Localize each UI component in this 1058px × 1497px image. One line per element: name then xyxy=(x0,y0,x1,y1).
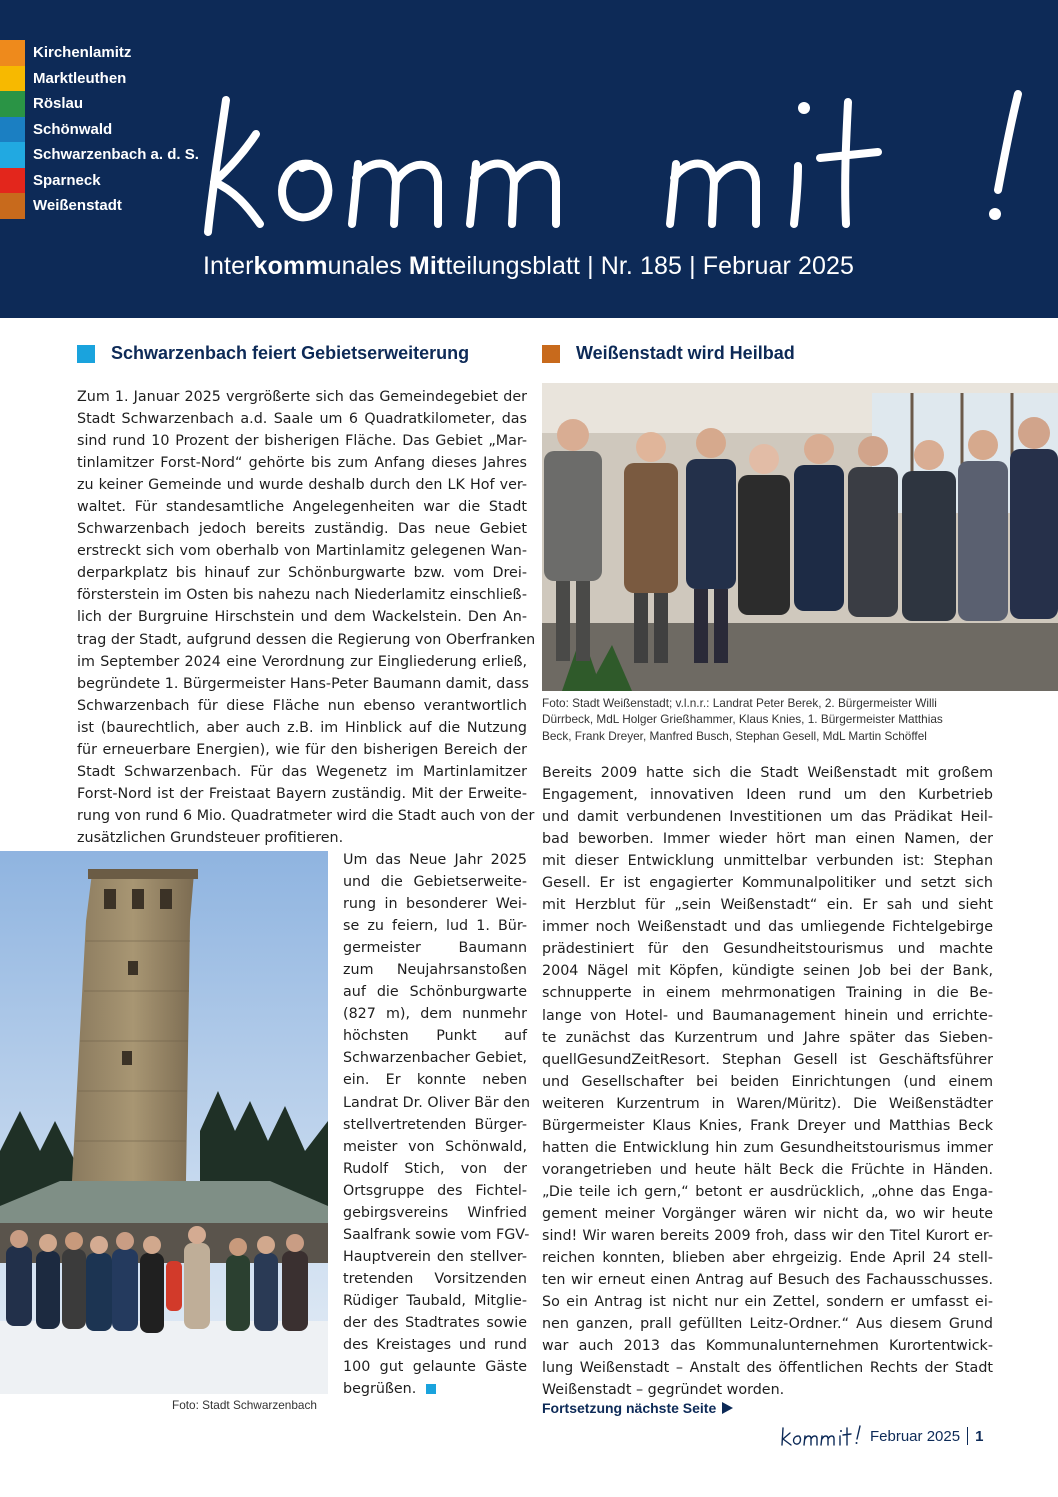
text-line: prädestiniert für den Gesundheitstourismus und machte xyxy=(542,941,993,958)
text-line: lung Weißenstadt – Anstalt des öffentlichen Rechts der Stadt xyxy=(542,1360,993,1377)
page-number: 1 xyxy=(975,1427,984,1445)
text-line: derparkplatz bis hinauf zur Schönburgwarte bzw. vom Drei- xyxy=(77,565,527,582)
municipality-item xyxy=(0,168,199,194)
text-line: se zu feiern, lud 1. Bür- xyxy=(343,918,527,935)
text-line: lange von Hotel- und Baumanagement hinein und errichte- xyxy=(542,1007,993,1024)
text-line: Rüdiger Taubald, Mitglie- xyxy=(343,1292,527,1309)
municipality-list xyxy=(0,40,199,219)
masthead-subtitle: Interkommunales Mitteilungsblatt | Nr. 185 | Februar 2025 xyxy=(203,252,855,280)
masthead xyxy=(0,0,1058,318)
text-line: rung in besonderer Wei- xyxy=(343,896,527,913)
text-line: der des Stadtrates sowie xyxy=(343,1314,527,1331)
text-line: und damit verbundenen Investitionen um das Prädikat Heil- xyxy=(542,809,993,826)
text-line: Landrat Dr. Oliver Bär den xyxy=(343,1094,531,1111)
text-line: Schwarzenbach für diese Fläche nun ebenso verantwortlich xyxy=(77,697,527,714)
left-article-side-text xyxy=(343,849,531,1400)
text-line: Weißenstadt – gegründet worden. xyxy=(542,1382,785,1399)
text-line: nen ganzen, prall gefüllten Leitz-Ordner.“ Aus diesem Grund xyxy=(542,1316,993,1333)
text-line: schnupperte in einem mehrmonatigen Training in die Be- xyxy=(542,985,993,1002)
text-line: trag der Stadt, aufgrund dessen die Regierung von Oberfranken xyxy=(77,631,536,648)
municipality-item xyxy=(0,66,199,92)
color-swatch xyxy=(0,142,25,168)
text-line: reichen konnten, blieben aber ehrgeizig. Ende April 24 stell- xyxy=(542,1250,993,1267)
municipality-name: Schwarzenbach a. d. S. xyxy=(33,146,199,164)
text-line: begründete 1. Bürgermeister Hans-Peter Baumann damit, dass xyxy=(77,675,529,692)
section-marker-icon xyxy=(542,345,560,363)
text-line: lich der Burgruine Hirschstein und dem Wackelstein. Den An- xyxy=(77,609,527,626)
text-line: begrüßen. xyxy=(343,1378,527,1400)
color-swatch xyxy=(0,193,25,219)
color-swatch xyxy=(0,66,25,92)
text-line: bad beworben. Immer wieder hört man einen Namen, der xyxy=(542,831,993,848)
text-line: Stadt Schwarzenbach. Für das Wegenetz im Martinlamitzer xyxy=(77,763,527,780)
left-article-title: Schwarzenbach feiert Gebietserweiterung xyxy=(77,343,469,364)
municipality-name: Kirchenlamitz xyxy=(33,44,132,62)
text-line: gebirgsvereins Winfried xyxy=(343,1204,527,1221)
text-line: Schwarzenbach jedoch bereits zuständig. Das neue Gebiet xyxy=(77,521,527,538)
text-line: ein. Er konnte neben xyxy=(343,1072,527,1089)
text-line: försterstein im Osten bis nahezu nach Niederlamitz einschließ- xyxy=(77,587,527,604)
text-line: Um das Neue Jahr 2025 xyxy=(343,852,527,868)
municipality-name: Sparneck xyxy=(33,171,101,189)
text-line: höchsten Punkt auf xyxy=(343,1028,527,1045)
text-line: tinlamitzer Forst-Nord“ gehörte bis zum Anfang dieses Jahres xyxy=(77,455,527,472)
municipality-item xyxy=(0,40,199,66)
text-line: (827 m), dem nunmehr xyxy=(343,1006,527,1023)
text-line: stellvertretenden Bürger- xyxy=(343,1116,527,1133)
municipality-item xyxy=(0,117,199,143)
text-line: Bereits 2009 hatte sich die Stadt Weißenstadt mit großem xyxy=(542,765,993,781)
footer-divider xyxy=(967,1427,968,1445)
group-photo xyxy=(542,383,1058,691)
caption-line: Beck, Frank Dreyer, Manfred Busch, Stephan Gesell, MdL Martin Schöffel xyxy=(542,728,927,743)
text-line: Engagement, innovativen Ideen rund um den Kurbetrieb xyxy=(542,787,993,804)
color-swatch xyxy=(0,91,25,117)
tower-photo xyxy=(0,851,328,1394)
text-line: weiteren Kurzentrum in Waren/Müritz). Die Weißenstädter xyxy=(542,1095,993,1112)
text-line: hatten die Entwicklung hin zum Gesundheitstourismus immer xyxy=(542,1139,993,1156)
text-line: tretenden Vorsitzenden xyxy=(343,1270,527,1287)
page-footer: Februar 2025 1 xyxy=(780,1424,983,1448)
text-line: des Kreistages und rund xyxy=(343,1337,527,1354)
text-line: immer noch Weißenstadt und das umliegende Fichtelgebirge xyxy=(542,919,993,936)
text-line: So ein Antrag ist nicht nur ein Zettel, sondern er umfasst ei- xyxy=(542,1294,993,1311)
text-line: mit dieser Entwicklung unmittelbar verbunden ist: Stephan xyxy=(542,853,993,870)
text-line: und Gesellschafter bei beiden Einrichtungen (und einem xyxy=(542,1073,993,1090)
text-line: zu keiner Gemeinde und wurde deshalb durch den LK Hof ver- xyxy=(77,477,527,494)
municipality-name: Röslau xyxy=(33,95,84,113)
text-line: Bürgermeister Klaus Knies, Frank Dreyer und Matthias Beck xyxy=(542,1117,993,1134)
caption-line: Foto: Stadt Weißenstadt; v.l.n.r.: Landrat Peter Berek, 2. Bürgermeister Willi xyxy=(542,696,937,710)
text-line: Zum 1. Januar 2025 vergrößerte sich das Gemeindegebiet der xyxy=(77,389,527,405)
color-swatch xyxy=(0,40,25,66)
color-swatch xyxy=(0,168,25,194)
text-line: meister von Schönwald, xyxy=(343,1138,527,1155)
municipality-name: Schönwald xyxy=(33,120,113,138)
left-article-intro xyxy=(77,386,536,849)
section-marker-icon xyxy=(77,345,95,363)
text-line: Forst-Nord ist der Freistaat Bayern zuständig. Mit der Erweite- xyxy=(77,785,527,802)
text-line: im September 2024 eine Verordnung zur Eingliederung erließ, xyxy=(77,653,527,670)
color-swatch xyxy=(0,117,25,143)
article-end-marker-icon xyxy=(426,1384,436,1394)
text-line: 100 gut gelaunte Gäste xyxy=(343,1359,527,1376)
text-line: Schwarzenbacher Gebiet, xyxy=(343,1050,527,1067)
municipality-item xyxy=(0,91,199,117)
text-line: auf die Schönburgwarte xyxy=(343,984,527,1001)
text-line: „Die teile ich gern,“ betont er ausdrücklich, „ohne das Enga- xyxy=(542,1183,993,1200)
text-line: zum Neujahrsanstoßen xyxy=(343,962,527,979)
text-line: mit Herzblut für „sein Weißenstadt“ ein. Er sah und sieht xyxy=(542,897,993,914)
komm-mit-logo xyxy=(198,82,1038,242)
right-article-title: Weißenstadt wird Heilbad xyxy=(542,343,795,364)
text-line: Saalfrank sowie vom FGV- xyxy=(343,1226,530,1243)
right-article-body xyxy=(542,762,993,1401)
municipality-item xyxy=(0,142,199,168)
text-line: war auch 2013 das Kommunalunternehmen Kurortentwick- xyxy=(542,1338,993,1355)
text-line: 2004 Nägel mit Köpfen, kündigte seinen Job bei der Bank, xyxy=(542,963,993,980)
text-line: rung von rund 6 Mio. Quadratmeter wird die Stadt auch von der xyxy=(77,807,535,824)
text-line: vorangetrieben und heute hält Beck die Früchte in Händen. xyxy=(542,1161,993,1178)
text-line: quellGesundZeitResort. Stephan Gesell ist Geschäftsführer xyxy=(542,1051,993,1068)
text-line: gement meiner Vorgänger wären wir nicht da, wo wir heute xyxy=(542,1205,993,1222)
group-photo-caption xyxy=(542,695,1058,744)
text-line: germeister Baumann xyxy=(343,940,527,957)
text-line: zusätzlichen Grundsteuer profitieren. xyxy=(77,829,344,846)
text-line: waltet. Für standesamtliche Angelegenheiten war die Stadt xyxy=(77,499,527,516)
text-line: und die Gebietserweite- xyxy=(343,874,527,891)
text-line: Ortsgruppe des Fichtel- xyxy=(343,1182,527,1199)
text-line: Gesell. Er ist engagierter Kommunalpolitiker und setzt sich xyxy=(542,875,993,892)
text-line: Rudolf Stich, von der xyxy=(343,1160,527,1177)
text-line: te zunächst das Kurzentrum und Jahre später das Sieben- xyxy=(542,1029,993,1046)
municipality-item xyxy=(0,193,199,219)
komm-mit-logo-small xyxy=(780,1424,864,1448)
text-line: Hauptverein den stellver- xyxy=(343,1248,527,1265)
arrow-right-icon xyxy=(722,1402,733,1414)
municipality-name: Marktleuthen xyxy=(33,69,127,87)
text-line: ten wir erneut einen Antrag auf Besuch des Fachausschusses. xyxy=(542,1272,993,1289)
text-line: für erneuerbare Energien), wie für den bisherigen Bereich der xyxy=(77,741,527,758)
text-line: sind! Wir waren bereits 2009 froh, dass wir den Titel Kurort er- xyxy=(542,1227,993,1244)
text-line: erstreckt sich vom oberhalb von Martinlamitz gelegenen Wan- xyxy=(77,543,527,560)
text-line: Stadt Schwarzenbach a.d. Saale um 6 Quadratkilometer, das xyxy=(77,411,527,428)
tower-photo-caption: Foto: Stadt Schwarzenbach xyxy=(172,1398,317,1412)
municipality-name: Weißenstadt xyxy=(33,197,122,215)
text-line: sind rund 10 Prozent der bisherigen Fläche. Das Gebiet „Mar- xyxy=(77,433,527,450)
caption-line: Dürrbeck, MdL Holger Grießhammer, Klaus Knies, 1. Bürgermeister Matthias xyxy=(542,712,943,727)
continue-next-page-link[interactable]: Fortsetzung nächste Seite xyxy=(542,1400,733,1416)
text-line: ist (baurechtlich, aber auch z.B. im Hinblick auf die Nutzung xyxy=(77,719,527,736)
